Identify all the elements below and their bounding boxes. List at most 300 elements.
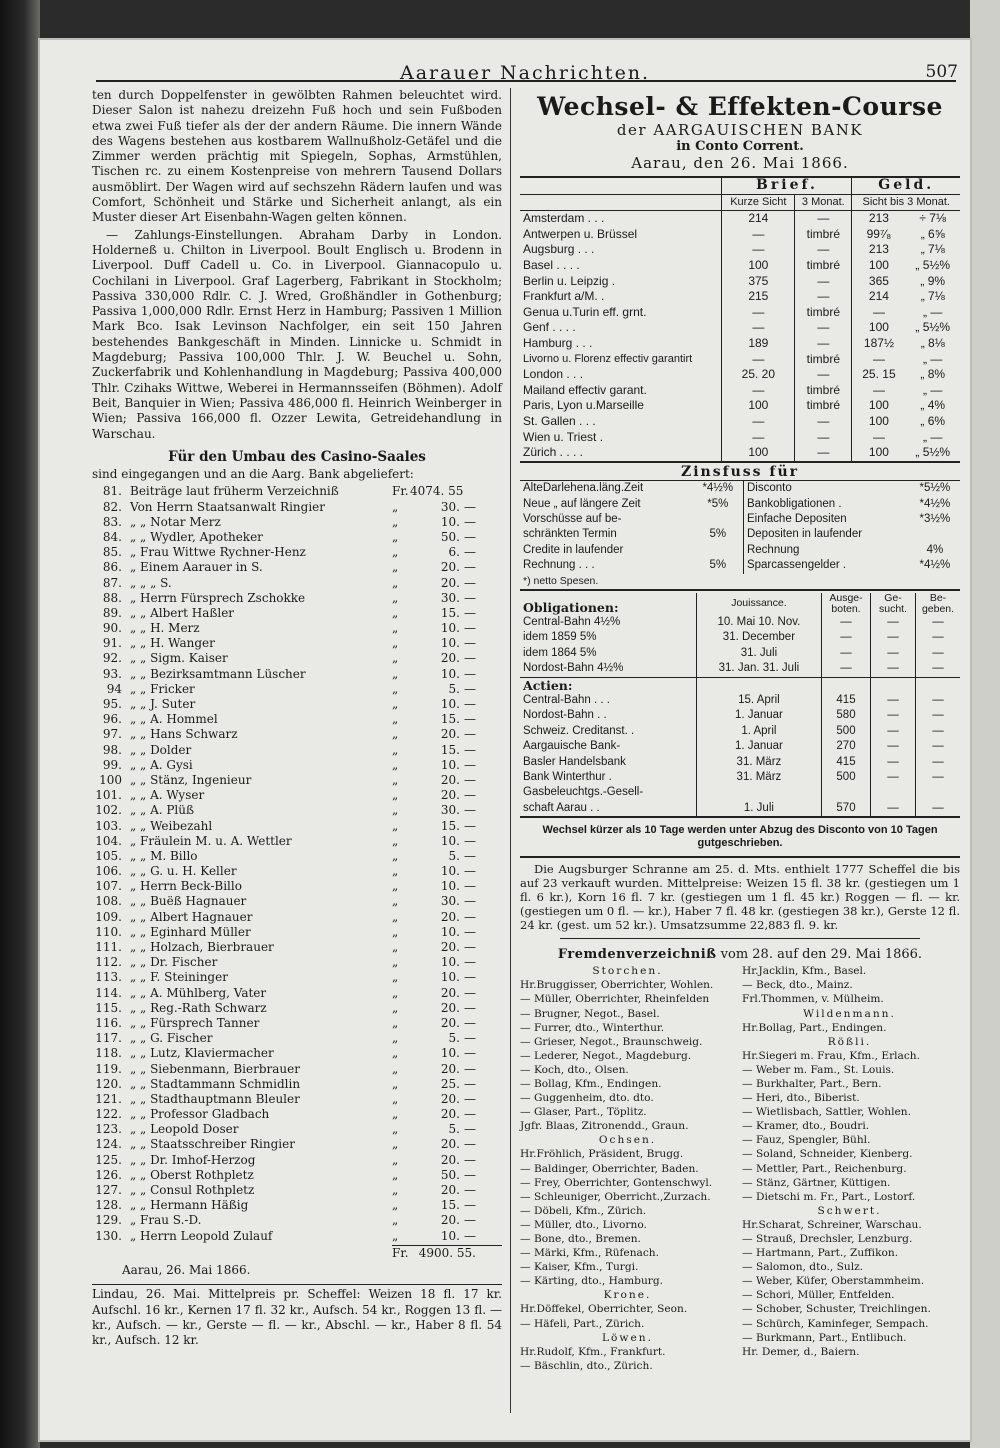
obligationen-row [520,630,960,645]
actien-gesucht [871,785,916,800]
donation-currency: „ [392,545,399,560]
brief-kurze-sicht: — [722,383,795,399]
exchange-rate-row [520,274,960,290]
geld-header: Geld. [852,177,960,194]
zins-right-label: Bankobligationen . [743,497,909,512]
donation-cents: — [464,1000,476,1015]
donation-number: 122. [95,1107,122,1122]
guest-entry: — Fauz, Spengler, Bühl. [742,1134,871,1147]
donation-cents: — [464,818,476,833]
actien-jouissance: 15. April [696,693,821,708]
zins-left-label: Credite in laufender [523,543,624,556]
donation-currency: „ [392,727,399,742]
zinsfuss-row [520,558,960,573]
obligationen-name: Central-Bahn 4½% [523,615,621,628]
donation-currency: „ [392,666,399,681]
geld-value: 100 [852,398,905,414]
scan-right-edge [970,0,1000,1448]
wechsel-note: Wechsel kürzer als 10 Tage werden unter Abzug des Disconto von 10 Tagen gutgeschrieben. [542,824,938,850]
donation-amount: 50. [440,1167,460,1182]
brief-kurze-sicht: 375 [722,274,795,290]
exchange-rate-row [520,445,960,462]
donation-number: 107. [95,879,122,894]
donation-cents: — [464,681,476,696]
geld-percent: ÷ 7⅛ [919,211,946,226]
exchange-place: Zürich . . . . [520,445,722,462]
donation-amount: 25. [440,1076,460,1091]
donation-row [92,1153,502,1168]
donation-number: 89. [102,605,122,620]
guest-entry: — Bone, dto., Bremen. [520,1233,641,1245]
exchange-rate-row [520,258,960,274]
brief-kurze-sicht: — [722,320,795,336]
donation-currency: „ [392,712,399,727]
scan-left-edge [0,0,40,1448]
donation-cents: — [464,788,476,803]
donation-name: „ „ J. Suter [130,697,196,712]
casino-section-subtitle: sind eingegangen und an die Aarg. Bank abgeliefert: [92,467,414,482]
place-subheader-empty [520,194,722,211]
divider-rule [520,856,960,858]
donation-currency: „ [392,803,399,818]
donation-cents: — [464,1228,476,1243]
donation-currency: „ [392,605,399,620]
exchange-rate-row [520,242,960,258]
donation-amount: 20. [440,772,460,787]
donation-currency: „ [392,757,399,772]
zins-right-value: *4½% [919,559,951,572]
donation-amount: 20. [440,1213,460,1228]
guest-list-column-1 [520,964,735,1373]
geld-value: 213 [852,242,905,258]
donation-amount: 20. [440,1091,460,1106]
donation-amount: 30. [440,590,460,605]
obligationen-jouissance: 10. Mai 10. Nov. [696,615,821,630]
actien-gesucht: — [871,770,916,785]
donation-row [92,788,502,803]
donation-name: „ „ Hermann Häßig [130,1198,249,1213]
actien-ausgeboten: 570 [822,801,871,817]
zins-left-label: Vorschüsse auf be- [523,512,622,525]
donation-currency: „ [392,575,399,590]
guest-entry: — Döbeli, Kfm., Zürich. [520,1204,647,1217]
brief-drei-monat: — [795,320,852,336]
donation-cents: — [464,1046,476,1061]
donation-number: 105. [95,848,122,863]
geld-percent: „ 5½% [915,320,951,335]
donation-amount: 15. [440,605,460,620]
donation-cents: — [464,1015,476,1030]
donation-cents: — [464,666,476,681]
donation-name: „ „ „ S. [130,575,172,590]
donation-currency: „ [392,1076,399,1091]
brief-drei-monat: timbré [795,258,852,274]
donation-number: 94 [106,681,122,696]
donation-name: „ Herrn Fürsprech Zschokke [130,590,306,605]
newspaper-page [40,40,970,1440]
donation-amount: 30. [440,803,460,818]
donation-amount: 20. [440,1183,460,1198]
donation-number: 87. [102,575,122,590]
donation-name: „ Frau S.-D. [130,1213,202,1228]
donation-amount: 20. [440,560,460,575]
donation-name: „ „ Stänz, Ingenieur [130,772,252,787]
donation-row [92,894,502,909]
exchange-rate-row [520,336,960,352]
zins-right-value: *3½% [919,512,951,525]
donation-amount: 20. [440,1107,460,1122]
donation-number: 81. [102,484,122,499]
donation-number: 130. [95,1228,122,1243]
actien-gesucht: — [871,755,916,770]
actien-name: Nordost-Bahn . . [523,709,607,722]
donation-number: 83. [102,514,122,529]
guest-entry: — Müller, dto., Livorno. [520,1218,647,1231]
guest-entry: — Koch, dto., Olsen. [520,1063,629,1076]
donation-amount: 20. [440,788,460,803]
brief-kurze-sicht: 100 [722,258,795,274]
guest-entry: — Grieser, Negot., Braunschweig. [520,1035,703,1048]
donation-currency: „ [392,742,399,757]
zinsfuss-row [520,527,960,542]
geld-percent: „ 7⅛ [920,289,945,304]
guest-entry: — Stänz, Gärtner, Küttigen. [742,1176,891,1189]
donation-amount: 10. [440,514,460,529]
donation-number: 91. [102,636,122,651]
donation-number: 128. [95,1198,122,1213]
donation-cents: — [464,1091,476,1106]
actien-jouissance [696,785,821,800]
donation-number: 86. [102,560,122,575]
donation-amount: 5. [448,848,460,863]
guest-entry: Hr. Demer, d., Baiern. [742,1345,860,1358]
donation-cents: — [464,1031,476,1046]
donation-cents: — [464,1076,476,1091]
obligationen-begeben: — [916,646,961,661]
geld-percent: „ 6% [920,413,946,428]
bank-name: AARGAUISCHEN BANK [653,121,864,139]
guest-entry: — Schleuniger, Oberricht.,Zurzach. [520,1190,711,1203]
drei-monat-header: 3 Monat. [795,194,852,211]
donation-number: 85. [102,545,122,560]
hotel-name: Schwert. [817,1204,882,1217]
donation-cents: — [464,621,476,636]
donation-currency: „ [392,818,399,833]
brief-kurze-sicht: — [722,227,795,243]
donation-number: 92. [102,651,122,666]
donation-cents: — [464,924,476,939]
donation-currency: „ [392,1183,399,1198]
course-subtitle [520,121,960,139]
donation-currency: „ [392,636,399,651]
guest-entry: Hr.Fröhlich, Präsident, Brugg. [520,1148,684,1161]
geld-value: 25. 15 [852,367,905,383]
donation-cents: — [464,1122,476,1137]
total-currency: Fr. [392,1245,409,1260]
donation-amount: 15. [440,742,460,757]
donation-amount: 20. [440,909,460,924]
guest-entry: Jgfr. Blaas, Zitronendd., Graun. [520,1120,689,1133]
donation-currency: „ [392,1228,399,1243]
place-date: Aarau, 26. Mai 1866. [122,1262,251,1277]
donation-cents: — [464,940,476,955]
guest-entry: Hr.Jacklin, Kfm., Basel. [742,965,867,978]
donation-amount: 15. [440,712,460,727]
donation-amount: 10. [440,955,460,970]
donation-name: „ Einem Aarauer in S. [130,560,263,575]
donation-amount: 5. [448,1031,460,1046]
actien-jouissance: 1. Juli [696,801,821,817]
geld-percent: „ 6⅝ [920,226,945,241]
zinsfuss-rows [520,481,960,574]
donation-cents: — [464,1183,476,1198]
obligationen-ausgeboten: — [822,615,871,630]
donation-currency: „ [392,924,399,939]
brief-drei-monat: — [795,289,852,305]
donation-amount: 10. [440,879,460,894]
donation-currency: Fr. [392,484,409,499]
donation-currency: „ [392,529,399,544]
donation-name: „ „ M. Billo [130,848,198,863]
gesucht-header: Ge-sucht. [871,593,916,615]
exchange-rate-row [520,211,960,227]
donation-currency: „ [392,848,399,863]
donation-currency: „ [392,1137,399,1152]
actien-ausgeboten: 270 [822,739,871,754]
donation-amount: 20. [440,575,460,590]
donation-name: „ „ H. Wanger [130,636,215,651]
donation-row [92,819,502,834]
donation-name: „ „ Albert Hagnauer [130,909,253,924]
donation-row [92,1107,502,1122]
course-subtitle-pre: der [616,121,648,139]
brief-drei-monat: timbré [795,398,852,414]
donation-row [92,925,502,940]
brief-drei-monat: timbré [795,383,852,399]
header-rule [96,80,956,82]
donation-number: 113. [95,970,122,985]
donation-cents: — [464,605,476,620]
donation-cents: — [464,1167,476,1182]
brief-drei-monat: — [795,414,852,430]
donation-row [92,834,502,849]
donation-name: „ „ Consul Rothpletz [130,1183,255,1198]
brief-drei-monat: timbré [795,352,852,368]
donation-amount: 20. [440,985,460,1000]
donation-name: „ „ Staatsschreiber Ringier [130,1137,295,1152]
zins-right-label: Sparcassengelder . [743,558,909,573]
donation-cents: — [464,1137,476,1152]
guest-entry: — Burkhalter, Part., Bern. [742,1077,882,1090]
geld-percent: „ — [923,382,943,397]
zins-left-value [693,512,744,527]
brief-drei-monat: — [795,430,852,446]
obligationen-title: Obligationen: [523,599,619,615]
guest-entry: — Schürch, Kaminfeger, Sempach. [742,1317,929,1330]
brief-kurze-sicht: 214 [722,211,795,227]
obligationen-gesucht: — [871,615,916,630]
page-number: 507 [925,62,958,82]
hotel-name: Löwen. [602,1331,653,1344]
donation-amount: 5. [448,681,460,696]
geld-value: 100 [852,320,905,336]
actien-row [520,739,960,754]
obligationen-name: idem 1864 5% [523,646,597,659]
hotel-name: Storchen. [592,965,663,978]
right-column [520,88,960,1372]
guest-entry: — Guggenheim, dto. dto. [520,1092,654,1105]
guest-entry: — Beck, dto., Mainz. [742,979,853,992]
actien-title: Actien: [520,677,696,693]
exchange-rate-row [520,227,960,243]
guest-entry: — Kramer, dto., Boudri. [742,1120,870,1133]
donation-name: Von Herrn Staatsanwalt Ringier [130,499,325,514]
donation-row [92,864,502,879]
donation-name: „ „ A. Hommel [130,712,218,727]
actien-name: Schweiz. Creditanst. . [523,724,635,737]
guest-entry: — Dietschi m. Fr., Part., Lostorf. [742,1190,916,1203]
geld-value: — [852,383,905,399]
donation-cents: — [464,985,476,1000]
donation-row [92,743,502,758]
donation-row [92,682,502,697]
donation-name: „ „ A. Mühlberg, Vater [130,985,267,1000]
guest-entry: Frl.Thommen, v. Mülheim. [742,993,884,1006]
exchange-place: Wien u. Triest . [523,429,604,444]
donation-row [92,697,502,712]
geld-percent: „ — [923,351,943,366]
donation-cents: — [464,955,476,970]
donation-row [92,1122,502,1137]
guest-entry: — Hartmann, Part., Zuffikon. [742,1247,899,1260]
guest-entry: Hr.Bruggisser, Oberrichter, Wohlen. [520,979,714,992]
actien-jouissance: 1. April [696,724,821,739]
securities-table [520,593,960,818]
donation-cents: — [464,560,476,575]
exchange-rate-row [520,430,960,446]
donation-row [92,803,502,818]
donation-amount: 20. [440,1061,460,1076]
donation-amount: 10. [440,1228,460,1243]
donation-cents: — [464,909,476,924]
geld-percent: „ 4% [920,398,946,413]
guest-entry: — Weber, Küfer, Oberstammheim. [742,1275,925,1288]
guest-entry: — Furrer, dto., Winterthur. [520,1021,665,1034]
guest-entry: — Schober, Schuster, Treichlingen. [742,1303,931,1316]
donation-amount: 10. [440,1046,460,1061]
actien-ausgeboten: 415 [822,755,871,770]
actien-begeben: — [916,724,961,739]
donation-cents: — [464,545,476,560]
ausgeboten-header: Ausge-boten. [822,593,871,615]
donation-row [92,606,502,621]
exchange-place: Frankfurt a/M. . [523,289,605,304]
actien-jouissance: 1. Januar [696,739,821,754]
donation-row [92,530,502,545]
donation-amount: 10. [440,621,460,636]
donation-cents: — [464,1213,476,1228]
donation-number: 108. [95,894,122,909]
donation-name: „ Frau Wittwe Rychner-Henz [130,545,306,560]
obligationen-row [520,615,960,630]
donation-currency: „ [392,1152,399,1167]
exchange-rate-row [520,367,960,383]
donation-row [92,910,502,925]
fremdenverzeichnis-title [520,947,960,962]
donation-cents: — [464,833,476,848]
left-column [92,88,502,1350]
geld-percent: „ 7⅛ [920,242,945,257]
geld-value: — [852,430,905,446]
obligationen-jouissance: 31. Jan. 31. Juli [696,661,821,677]
donation-name: „ „ A. Plüß [130,803,195,818]
donation-row [92,545,502,560]
donation-number: 118. [95,1046,122,1061]
actien-rows [520,693,960,817]
guest-entry: — Salomon, dto., Sulz. [742,1261,864,1274]
guest-entry: — Glaser, Part., Töplitz. [520,1106,647,1119]
actien-begeben: — [916,755,961,770]
donation-number: 123. [95,1122,122,1137]
zinsfuss-row [520,512,960,527]
donation-amount: 4074. 55 [410,484,464,499]
donation-currency: „ [392,1000,399,1015]
donation-cents: — [464,848,476,863]
actien-row [520,801,960,817]
donation-amount: 50. [440,529,460,544]
donation-row [92,970,502,985]
obligationen-row [520,661,960,677]
actien-name: Bank Winterthur . [523,771,612,783]
exchange-place: Paris, Lyon u.Marseille [523,398,644,413]
donation-cents: — [464,1061,476,1076]
donation-currency: „ [392,651,399,666]
donation-cents: — [464,514,476,529]
donation-amount: 10. [440,697,460,712]
actien-jouissance: 1. Januar [696,708,821,723]
donation-name: Beiträge laut früherm Verzeichniß [130,484,339,499]
hotel-name: Krone. [603,1289,652,1302]
hotel-name: Ochsen. [598,1134,657,1147]
casino-section-title: Für den Umbau des Casino-Saales [168,448,426,465]
donation-number: 124. [95,1137,122,1152]
exchange-place: Genua u.Turin eff. grnt. [523,304,647,319]
brief-kurze-sicht: — [722,414,795,430]
guest-entry: — Weber m. Fam., St. Louis. [742,1063,895,1076]
actien-ausgeboten: 580 [822,708,871,723]
guest-entry: Hr.Rudolf, Kfm., Frankfurt. [520,1345,666,1358]
zinsfuss-table [520,465,960,591]
donation-cents: — [464,970,476,985]
actien-gesucht: — [871,801,916,817]
actien-ausgeboten: 415 [822,693,871,708]
donation-row [92,1137,502,1152]
donation-currency: „ [392,772,399,787]
donation-amount: 30. [440,894,460,909]
obligationen-ausgeboten: — [822,646,871,661]
donation-name: „ „ Stadtammann Schmidlin [130,1076,301,1091]
brief-drei-monat: — [795,274,852,290]
actien-begeben: — [916,770,961,785]
donation-number: 111. [95,940,122,955]
donation-row [92,591,502,606]
guest-entry: — Märki, Kfm., Rüfenach. [520,1247,659,1260]
donation-currency: „ [392,833,399,848]
geld-value: 100 [852,414,905,430]
zins-left-value: *4½% [702,482,734,495]
geld-value: 99⁷⁄₈ [852,227,905,243]
donation-name: „ „ G. Fischer [130,1031,213,1046]
